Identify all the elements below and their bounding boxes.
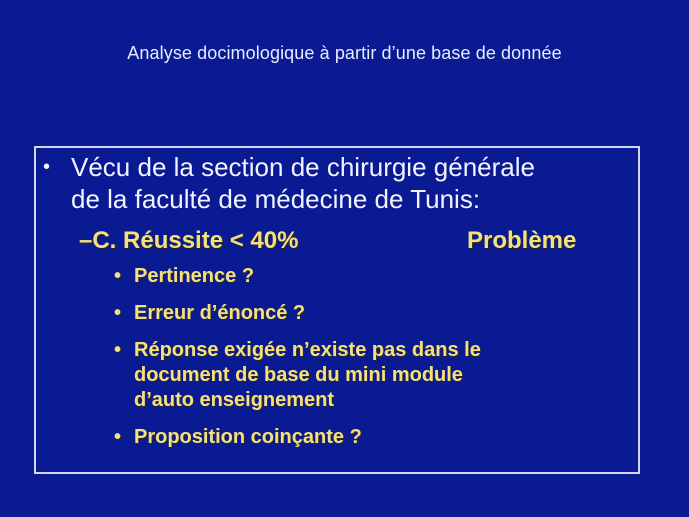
bullet-line-1: Vécu de la section de chirurgie générale bbox=[71, 152, 535, 182]
list-item-text: Réponse exigée n’existe pas dans le bbox=[134, 339, 481, 361]
main-bullet bbox=[40, 151, 535, 215]
sub-heading bbox=[79, 226, 577, 256]
slide-title: Analyse docimologique à partir d’une base de donnée bbox=[127, 43, 562, 63]
list-item bbox=[114, 264, 481, 289]
list-item-text: Erreur d’énoncé ? bbox=[134, 302, 306, 324]
bullet-marker: • bbox=[43, 156, 51, 178]
bullet-line-2: de la faculté de médecine de Tunis: bbox=[71, 184, 481, 214]
list-item-text: d’auto enseignement bbox=[134, 389, 335, 411]
sub-heading-label: –C. Réussite < 40% bbox=[79, 227, 299, 254]
list-item bbox=[114, 425, 481, 450]
list-item-text: Proposition coinçante ? bbox=[134, 426, 362, 448]
list-item-text: Pertinence ? bbox=[134, 265, 255, 287]
sub-heading-problem: Problème bbox=[467, 227, 577, 254]
sub-bullet-marker: • bbox=[114, 302, 122, 324]
sub-bullet-marker: • bbox=[114, 426, 122, 448]
sub-bullet-marker: • bbox=[114, 265, 122, 287]
list-item-text: document de base du mini module bbox=[134, 364, 463, 386]
list-item bbox=[114, 301, 481, 326]
sub-bullet-marker: • bbox=[114, 339, 122, 361]
list-item bbox=[114, 338, 481, 413]
sub-list bbox=[114, 264, 481, 462]
